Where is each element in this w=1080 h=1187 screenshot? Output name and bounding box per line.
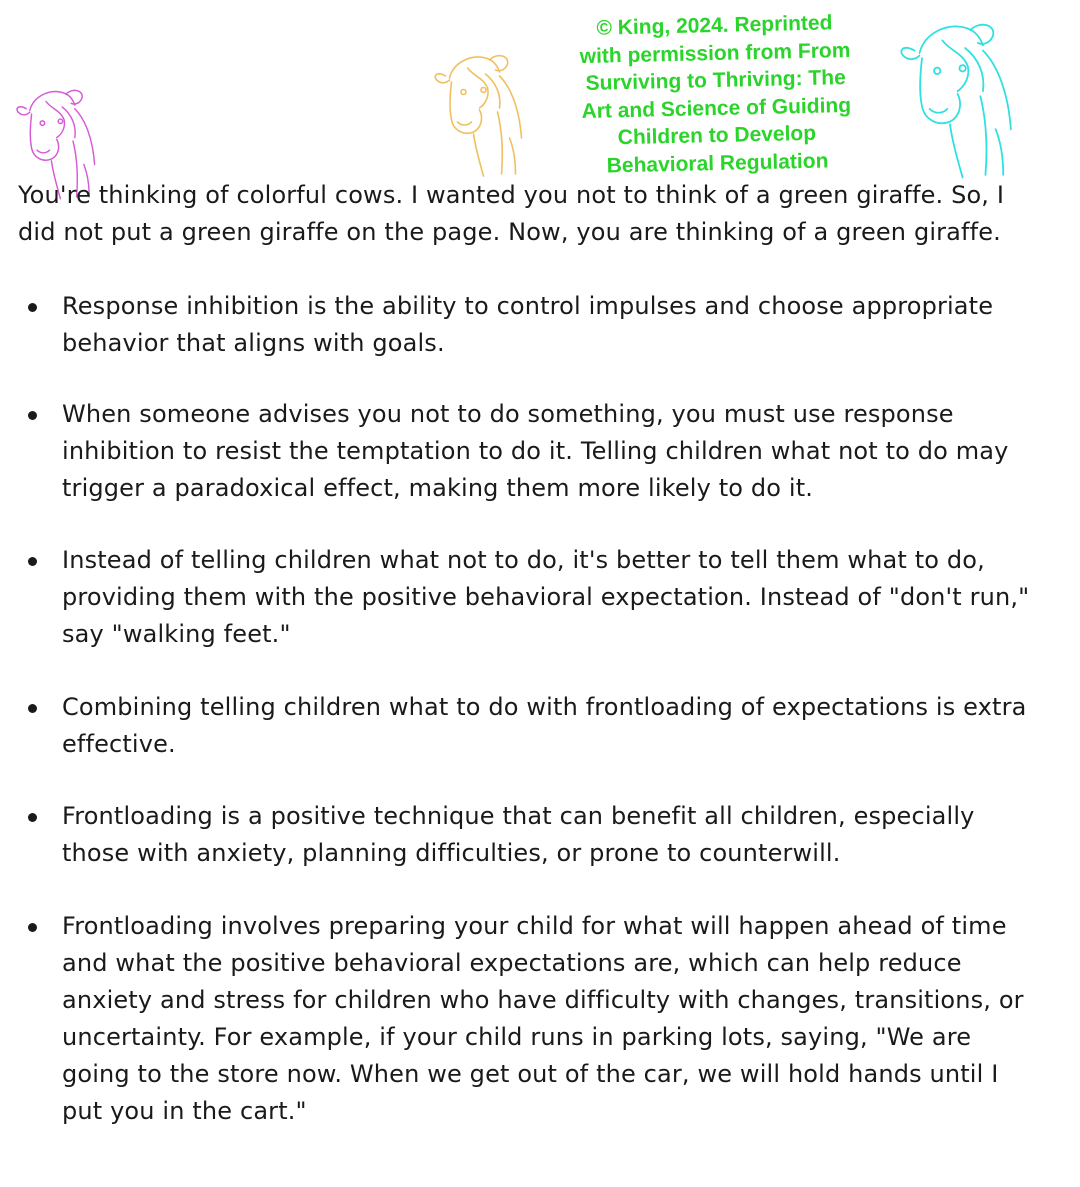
credit-line: Surviving to Thriving: The — [585, 66, 847, 96]
bullet-line: Combining telling children what to do with frontloading of expectations is extra — [62, 693, 1027, 721]
credit-line: © King, 2024. Reprinted — [596, 11, 833, 40]
bullet-line: providing them with the positive behavioral expectation. Instead of "don't run," — [62, 583, 1030, 611]
bullet-text — [62, 396, 1072, 507]
bullet-line: say "walking feet." — [62, 620, 291, 648]
bullet-dot-icon — [28, 411, 37, 420]
bullet-line: anxiety and stress for children who have difficulty with changes, transitions, or — [62, 986, 1024, 1014]
orange-cow-icon — [420, 48, 535, 178]
intro-line: You're thinking of colorful cows. I wanted you not to think of a green giraffe. So, I — [18, 181, 1005, 209]
bullet-dot-icon — [28, 704, 37, 713]
credit-line: Children to Develop — [617, 122, 817, 150]
bullet-line: trigger a paradoxical effect, making them more likely to do it. — [62, 474, 814, 502]
intro-paragraph — [18, 177, 1068, 251]
bullet-text — [62, 542, 1072, 653]
bullet-line: Frontloading is a positive technique that can benefit all children, especially — [62, 802, 975, 830]
intro-line: did not put a green giraffe on the page. Now, you are thinking of a green giraffe. — [18, 218, 1001, 246]
bullet-line: inhibition to resist the temptation to do it. Telling children what not to do may — [62, 437, 1009, 465]
credit-line: with permission from From — [579, 38, 851, 68]
bullet-line: those with anxiety, planning difficulties, or prone to counterwill. — [62, 839, 841, 867]
bullet-text — [62, 908, 1072, 1130]
bullet-dot-icon — [28, 303, 37, 312]
credit-line: Behavioral Regulation — [606, 149, 829, 178]
bullet-line: effective. — [62, 730, 176, 758]
bullet-dot-icon — [28, 813, 37, 822]
bullet-line: behavior that aligns with goals. — [62, 329, 445, 357]
copyright-credit — [564, 9, 868, 181]
bullet-dot-icon — [28, 923, 37, 932]
bullet-text — [62, 288, 1072, 362]
bullet-text — [62, 798, 1072, 872]
bullet-line: Response inhibition is the ability to control impulses and choose appropriate — [62, 292, 994, 320]
cyan-cow-icon — [880, 15, 1030, 180]
bullet-line: uncertainty. For example, if your child runs in parking lots, saying, "We are — [62, 1023, 972, 1051]
bullet-line: put you in the cart." — [62, 1097, 307, 1125]
bullet-line: Instead of telling children what not to do, it's better to tell them what to do, — [62, 546, 985, 574]
credit-line: Art and Science of Guiding — [581, 93, 852, 123]
bullet-text — [62, 689, 1072, 763]
bullet-line: Frontloading involves preparing your child for what will happen ahead of time — [62, 912, 1007, 940]
bullet-dot-icon — [28, 557, 37, 566]
bullet-line: When someone advises you not to do something, you must use response — [62, 400, 954, 428]
bullet-line: and what the positive behavioral expectations are, which can help reduce — [62, 949, 962, 977]
bullet-line: going to the store now. When we get out of the car, we will hold hands until I — [62, 1060, 999, 1088]
